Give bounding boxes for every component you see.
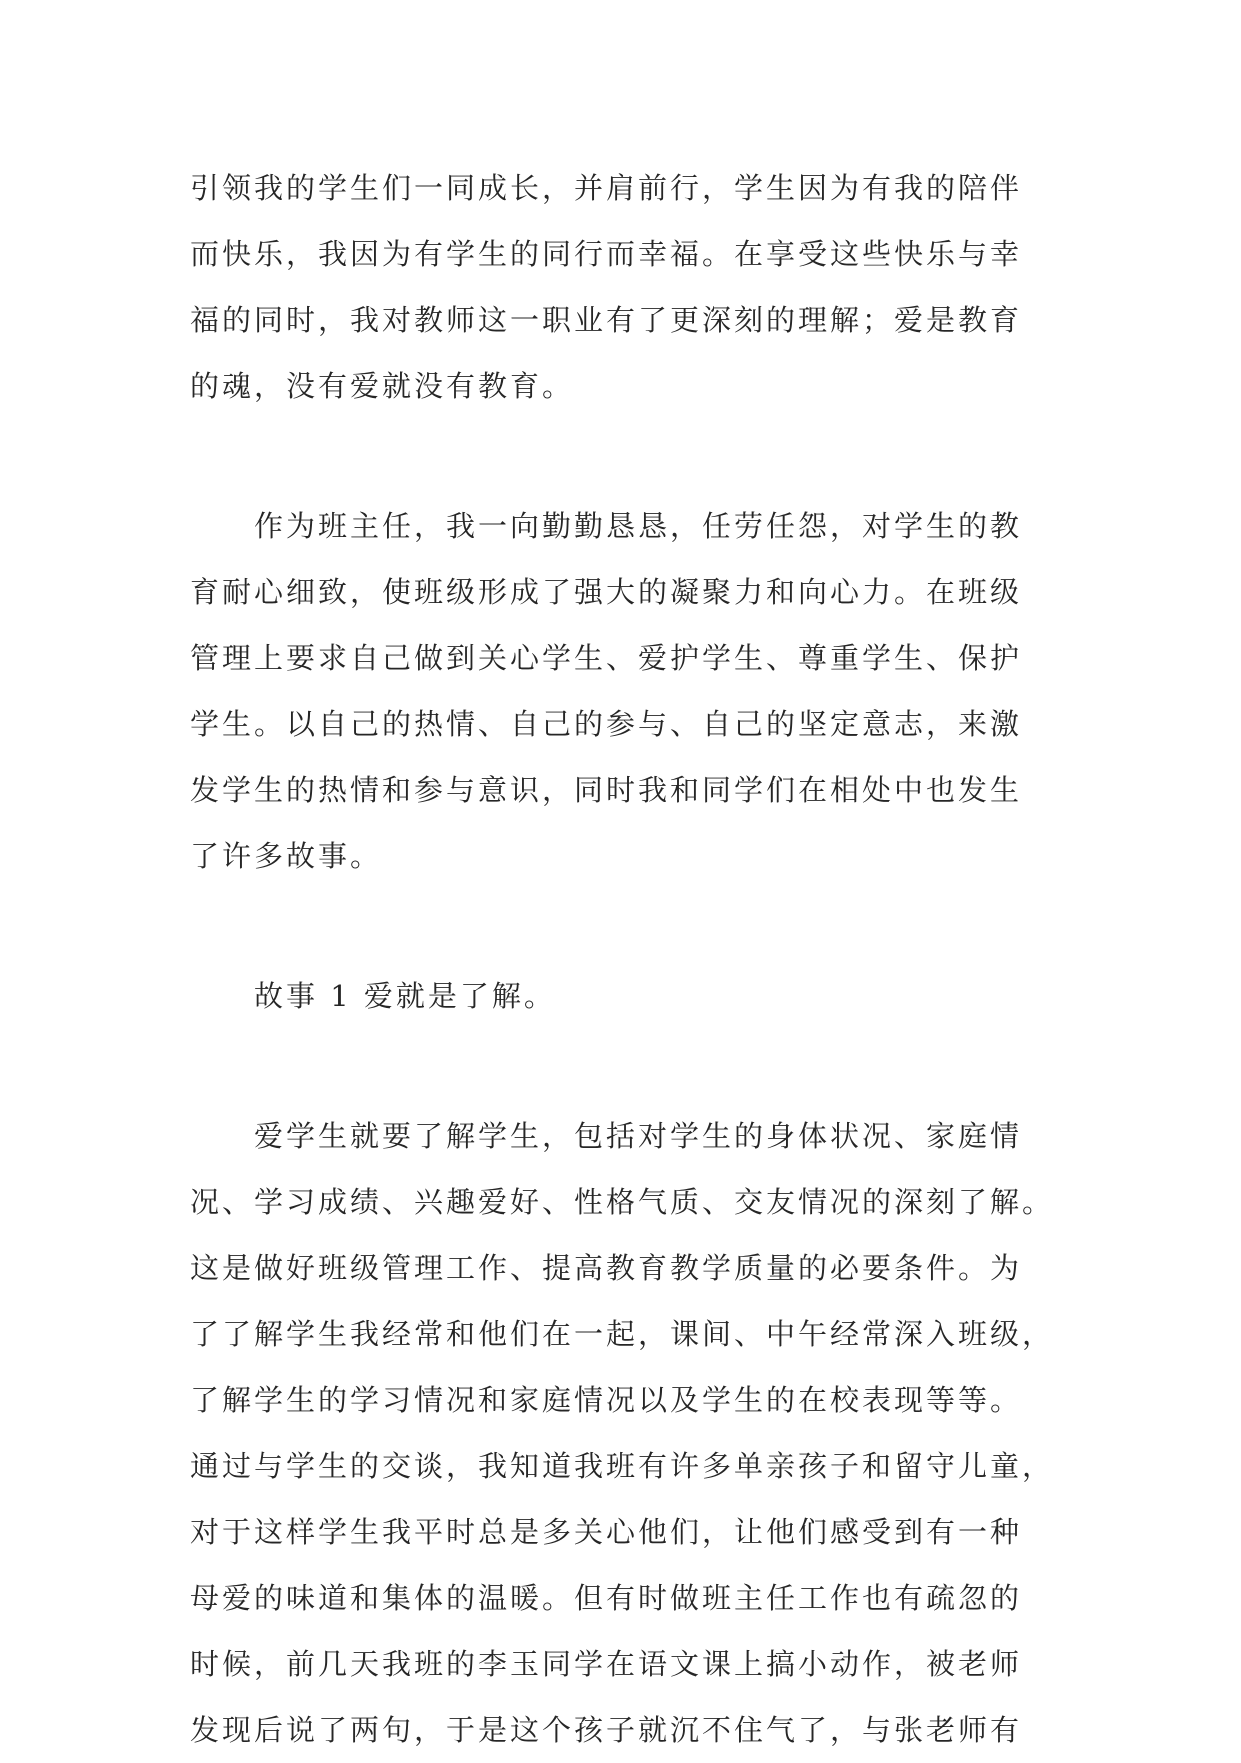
text-line: 爱学生就要了解学生，包括对学生的身体状况、家庭情 bbox=[254, 1119, 1023, 1153]
paragraph-spacer bbox=[190, 1029, 1070, 1103]
text-line: 时候，前几天我班的李玉同学在语文课上搞小动作，被老师 bbox=[190, 1647, 1023, 1681]
text-line: 学生。以自己的热情、自己的参与、自己的坚定意志，来激 bbox=[190, 707, 1023, 741]
text-line: 而快乐，我因为有学生的同行而幸福。在享受这些快乐与幸 bbox=[190, 237, 1023, 271]
text-line: 引领我的学生们一同成长，并肩前行，学生因为有我的陪伴 bbox=[190, 171, 1023, 205]
text-line: 这是做好班级管理工作、提高教育教学质量的必要条件。为 bbox=[190, 1251, 1023, 1285]
story-heading bbox=[190, 963, 1070, 1029]
text-line: 了解学生的学习情况和家庭情况以及学生的在校表现等等。 bbox=[190, 1383, 1023, 1417]
text-line: 作为班主任，我一向勤勤恳恳，任劳任怨，对学生的教 bbox=[254, 509, 1023, 543]
document-body bbox=[190, 155, 1070, 1763]
heading-line: 故事 1 爱就是了解。 bbox=[254, 979, 556, 1013]
text-line: 发现后说了两句，于是这个孩子就沉不住气了，与张老师有 bbox=[190, 1713, 1023, 1747]
text-line: 管理上要求自己做到关心学生、爱护学生、尊重学生、保护 bbox=[190, 641, 1023, 675]
paragraph-3 bbox=[190, 1103, 1070, 1763]
text-line: 通过与学生的交谈，我知道我班有许多单亲孩子和留守儿童， bbox=[190, 1449, 1055, 1483]
text-line: 了了解学生我经常和他们在一起，课间、中午经常深入班级， bbox=[190, 1317, 1055, 1351]
text-line: 母爱的味道和集体的温暖。但有时做班主任工作也有疏忽的 bbox=[190, 1581, 1023, 1615]
text-line: 了许多故事。 bbox=[190, 839, 383, 873]
text-line: 况、学习成绩、兴趣爱好、性格气质、交友情况的深刻了解。 bbox=[190, 1185, 1055, 1219]
paragraph-1 bbox=[190, 155, 1070, 419]
paragraph-2 bbox=[190, 493, 1070, 889]
text-line: 福的同时，我对教师这一职业有了更深刻的理解；爱是教育 bbox=[190, 303, 1023, 337]
text-line: 对于这样学生我平时总是多关心他们，让他们感受到有一种 bbox=[190, 1515, 1023, 1549]
paragraph-spacer bbox=[190, 419, 1070, 493]
text-line: 的魂，没有爱就没有教育。 bbox=[190, 369, 575, 403]
paragraph-spacer bbox=[190, 889, 1070, 963]
text-line: 发学生的热情和参与意识，同时我和同学们在相处中也发生 bbox=[190, 773, 1023, 807]
text-line: 育耐心细致，使班级形成了强大的凝聚力和向心力。在班级 bbox=[190, 575, 1023, 609]
